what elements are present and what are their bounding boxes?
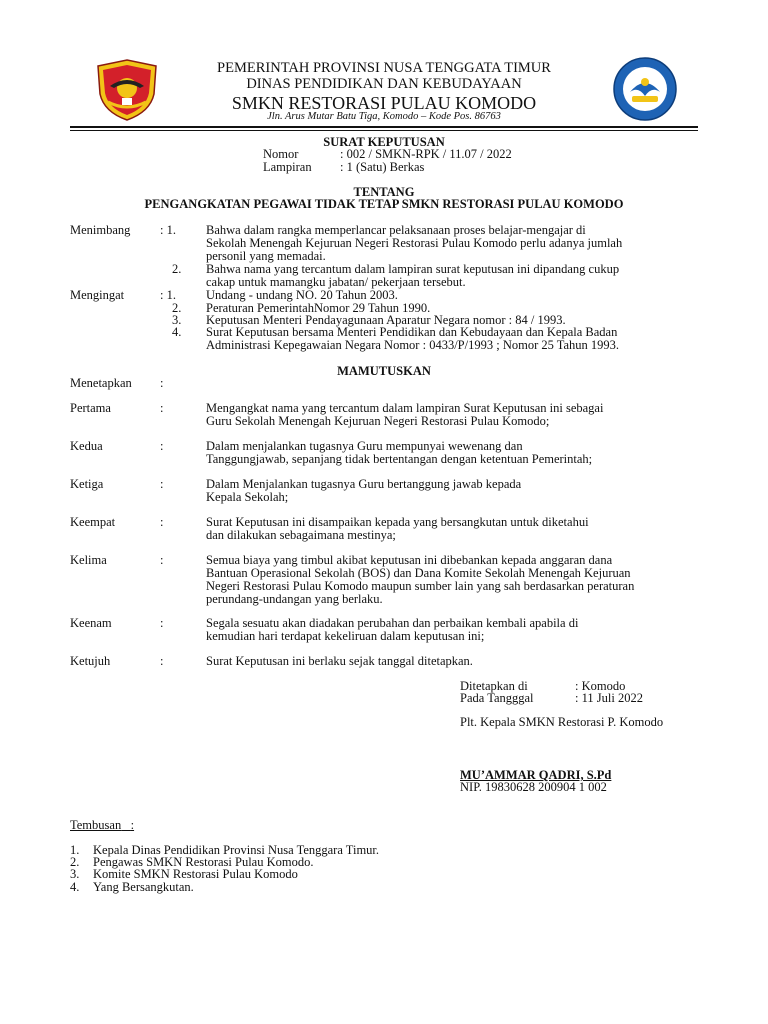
signatory-name: MU’AMMAR QADRI, S.Pd [460,768,612,782]
tembusan-num: 3. [70,867,80,881]
signatory-position: Plt. Kepala SMKN Restorasi P. Komodo [460,715,664,729]
nomor-value: : 002 / SMKN-RPK / 11.07 / 2022 [340,147,512,161]
menimbang-item-1-line: personil yang memadai. [206,249,326,263]
decision-kelima-line: Negeri Restorasi Pulau Komodo maupun sumber lain yang sah berdasarkan peraturan [206,579,635,593]
decision-colon: : [160,439,164,453]
decision-kedua-line: Dalam menjalankan tugasnya Guru mempunyai wewenang dan [206,439,523,453]
tembusan-item: Komite SMKN Restorasi Pulau Komodo [93,867,298,881]
menetapkan-colon: : [160,376,164,390]
subject-heading: PENGANGKATAN PEGAWAI TIDAK TETAP SMKN RESTORASI PULAU KOMODO [144,197,624,211]
decision-keempat-line: Surat Keputusan ini disampaikan kepada yang bersangkutan untuk diketahui [206,515,589,529]
decision-ketiga-line: Kepala Sekolah; [206,490,289,504]
tembusan-item: Pengawas SMKN Restorasi Pulau Komodo. [93,855,314,869]
decision-kelima-line: Bantuan Operasional Sekolah (BOS) dan Dana Komite Sekolah Menengah Kejuruan [206,566,631,580]
decision-kedua-line: Tanggungjawab, sepanjang tidak bertentangan dengan ketentuan Pemerintah; [206,452,593,466]
header-department: DINAS PENDIDIKAN DAN KEBUDAYAAN [246,76,522,92]
decision-label-keenam: Keenam [70,616,112,630]
mengingat-num-4: 4. [172,325,182,339]
header-government: PEMERINTAH PROVINSI NUSA TENGGATA TIMUR [217,60,551,76]
mengingat-label: Mengingat [70,288,125,302]
menetapkan-label: Menetapkan [70,376,132,390]
decision-kelima-line: perundang-undangan yang berlaku. [206,592,383,606]
decision-colon: : [160,515,164,529]
decision-colon: : [160,654,164,668]
decision-colon: : [160,616,164,630]
menimbang-item-2-line: cakap untuk mamangku jabatan/ pekerjaan tersebut. [206,275,466,289]
menimbang-item-2-line: Bahwa nama yang tercantum dalam lampiran surat keputusan ini dipandang cukup [206,262,620,276]
letterhead-rule-thin [70,130,698,131]
decision-label-ketiga: Ketiga [70,477,104,491]
tembusan-item: Yang Bersangkutan. [93,880,194,894]
tanggal-value: : 11 Juli 2022 [575,691,643,705]
menimbang-num-2: 2. [172,262,182,276]
header-address: Jln. Arus Mutar Batu Tiga, Komodo – Kode Pos. 86763 [267,111,501,122]
decision-colon: : [160,553,164,567]
decision-label-keempat: Keempat [70,515,116,529]
menimbang-item-1-line: Sekolah Menengah Kejuruan Negeri Restorasi Pulau Komodo perlu adanya jumlah [206,236,623,250]
mengingat-num-2: 2. [172,301,182,315]
decision-label-ketujuh: Ketujuh [70,654,111,668]
menimbang-label: Menimbang [70,223,131,237]
mengingat-item-4-line: Surat Keputusan bersama Menteri Pendidikan dan Kebudayaan dan Kepala Badan [206,325,618,339]
lampiran-value: : 1 (Satu) Berkas [340,160,425,174]
document-heading: SURAT KEPUTUSAN [323,135,445,149]
mengingat-item-3: Keputusan Menteri Pendayagunaan Aparatur Negara nomor : 84 / 1993. [206,313,566,327]
decision-label-kedua: Kedua [70,439,103,453]
ditetapkan-value: : Komodo [575,679,626,693]
menimbang-num-1: : 1. [160,223,176,237]
tembusan-item: Kepala Dinas Pendidikan Provinsi Nusa Tenggara Timur. [93,843,380,857]
tembusan-num: 2. [70,855,80,869]
decision-colon: : [160,477,164,491]
tembusan-num: 4. [70,880,80,894]
decision-keenam-line: kemudian hari terdapat kekeliruan dalam keputusan ini; [206,629,485,643]
decision-keempat-line: dan dilakukan sebagaimana mestinya; [206,528,396,542]
decision-ketiga-line: Dalam Menjalankan tugasnya Guru bertanggung jawab kepada [206,477,522,491]
decision-label-pertama: Pertama [70,401,111,415]
decision-colon: : [160,401,164,415]
letterhead-rule [70,126,698,128]
signatory-nip: NIP. 19830628 200904 1 002 [460,780,607,794]
decision-label-kelima: Kelima [70,553,107,567]
mengingat-item-2: Peraturan PemerintahNomor 29 Tahun 1990. [206,301,431,315]
ditetapkan-label: Ditetapkan di [460,679,528,693]
decision-pertama-line: Guru Sekolah Menengah Kejuruan Negeri Restorasi Pulau Komodo; [206,414,550,428]
decision-pertama-line: Mengangkat nama yang tercantum dalam lampiran Surat Keputusan ini sebagai [206,401,604,415]
nomor-label: Nomor [263,147,299,161]
lampiran-label: Lampiran [263,160,312,174]
header-school-name: SMKN RESTORASI PULAU KOMODO [231,93,537,113]
mengingat-num-3: 3. [172,313,182,327]
decision-kelima-line: Semua biaya yang timbul akibat keputusan ini dibebankan kepada anggaran dana [206,553,613,567]
mengingat-item-1: Undang - undang NO. 20 Tahun 2003. [206,288,398,302]
decision-ketujuh-line: Surat Keputusan ini berlaku sejak tanggal ditetapkan. [206,654,473,668]
tembusan-label: Tembusan : [70,818,135,832]
menimbang-item-1-line: Bahwa dalam rangka memperlancar pelaksanaan proses belajar-mengajar di [206,223,586,237]
tentang-heading: TENTANG [353,185,415,199]
mengingat-num-1: : 1. [160,288,176,302]
tanggal-label: Pada Tangggal [460,691,534,705]
tembusan-num: 1. [70,843,80,857]
mengingat-item-4-line: Administrasi Kepegawaian Negara Nomor : 0433/P/1993 ; Nomor 25 Tahun 1993. [206,338,620,352]
mamutuskan-heading: MAMUTUSKAN [337,364,431,378]
decision-keenam-line: Segala sesuatu akan diadakan perubahan dan perbaikan kembali apabila di [206,616,579,630]
